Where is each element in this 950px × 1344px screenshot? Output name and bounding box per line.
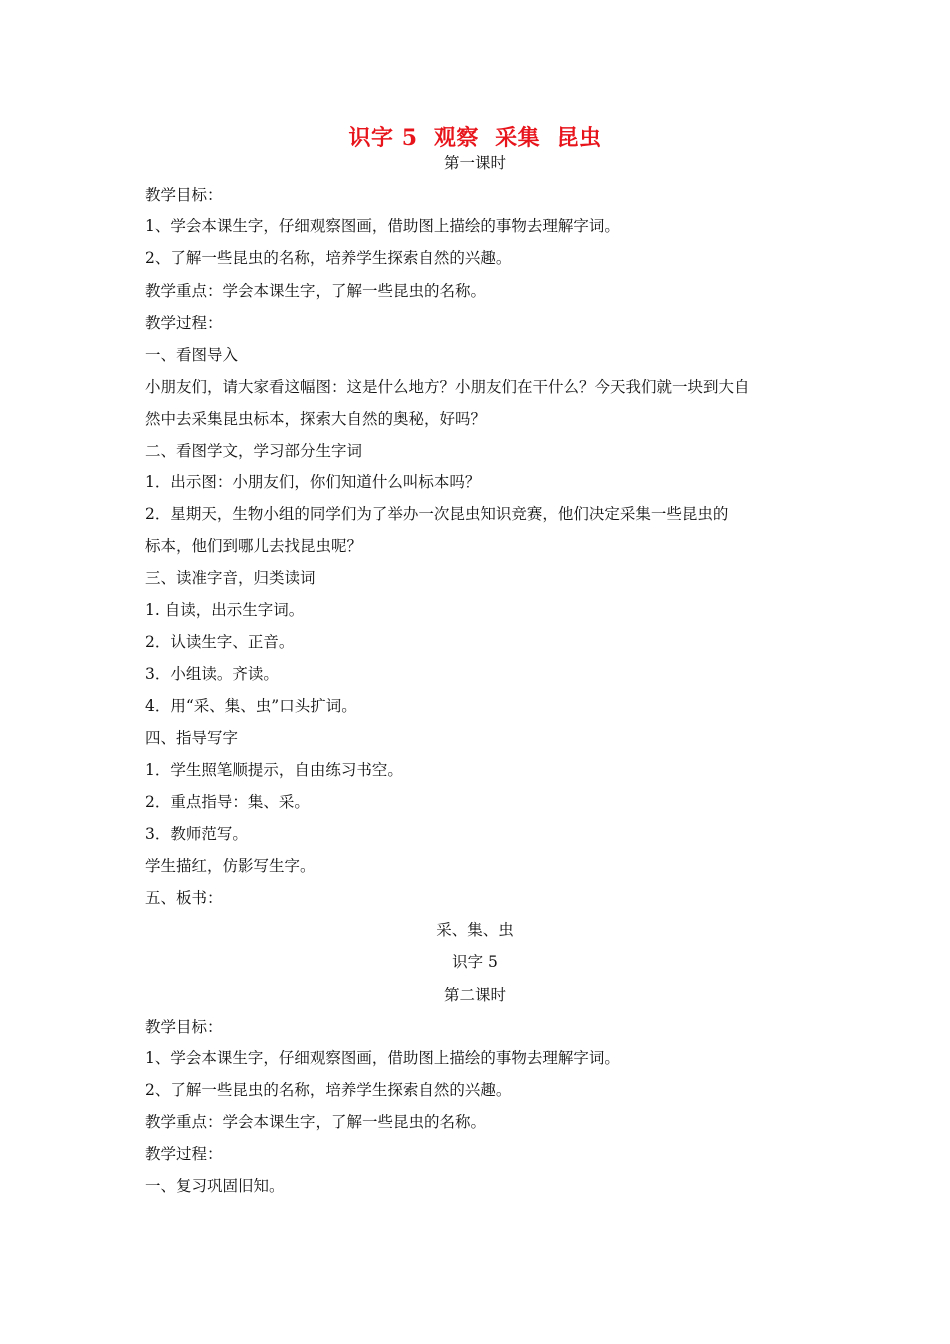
process-heading: 教学过程： — [145, 1145, 223, 1163]
document-title: 识字 5 观察 采集 昆虫 — [348, 125, 602, 151]
paragraph-line: 学生描红，仿影写生字。 — [145, 857, 316, 875]
objective-1: 1、学会本课生字，仔细观察图画，借助图上描绘的事物去理解字词。 — [145, 217, 620, 235]
list-item: 1. 自读，出示生字词。 — [145, 601, 305, 619]
objective-2: 2、了解一些昆虫的名称，培养学生探索自然的兴趣。 — [145, 1081, 512, 1099]
list-item: 2．认读生字、正音。 — [145, 633, 295, 651]
board-lesson-label: 识字 5 — [452, 953, 498, 971]
list-item: 3．教师范写。 — [145, 825, 248, 843]
section-1-heading: 一、看图导入 — [145, 346, 239, 364]
list-item: 2．星期天，生物小组的同学们为了举办一次昆虫知识竞赛，他们决定采集一些昆虫的 — [145, 505, 729, 523]
list-item: 2．重点指导：集、采。 — [145, 793, 310, 811]
section-5-heading: 五、板书： — [145, 889, 223, 907]
list-item: 4．用“采、集、虫”口头扩词。 — [145, 697, 357, 715]
key-points: 教学重点：学会本课生字，了解一些昆虫的名称。 — [145, 1113, 487, 1131]
paragraph-line: 标本，他们到哪儿去找昆虫呢？ — [145, 537, 363, 555]
paragraph-line: 小朋友们，请大家看这幅图：这是什么地方？小朋友们在干什么？今天我们就一块到大自 — [145, 378, 750, 396]
objective-2: 2、了解一些昆虫的名称，培养学生探索自然的兴趣。 — [145, 249, 512, 267]
lesson-two-heading: 第二课时 — [443, 986, 506, 1004]
section-3-heading: 三、读准字音，归类读词 — [145, 569, 316, 587]
objectives-heading: 教学目标： — [145, 186, 223, 204]
section-2-heading: 二、看图学文，学习部分生字词 — [145, 442, 363, 460]
lesson-one-heading: 第一课时 — [443, 154, 506, 172]
list-item: 1．出示图：小朋友们，你们知道什么叫标本吗？ — [145, 473, 481, 491]
list-item: 1．学生照笔顺提示，自由练习书空。 — [145, 761, 403, 779]
objective-1: 1、学会本课生字，仔细观察图画，借助图上描绘的事物去理解字词。 — [145, 1049, 620, 1067]
paragraph-line: 然中去采集昆虫标本，探索大自然的奥秘，好吗？ — [145, 410, 487, 428]
list-item: 3．小组读。齐读。 — [145, 665, 279, 683]
key-points: 教学重点：学会本课生字，了解一些昆虫的名称。 — [145, 282, 487, 300]
objectives-heading: 教学目标： — [145, 1018, 223, 1036]
section-1-heading: 一、复习巩固旧知。 — [145, 1177, 285, 1195]
process-heading: 教学过程： — [145, 314, 223, 332]
board-writing: 采、集、虫 — [436, 921, 514, 939]
section-4-heading: 四、指导写字 — [145, 729, 239, 747]
